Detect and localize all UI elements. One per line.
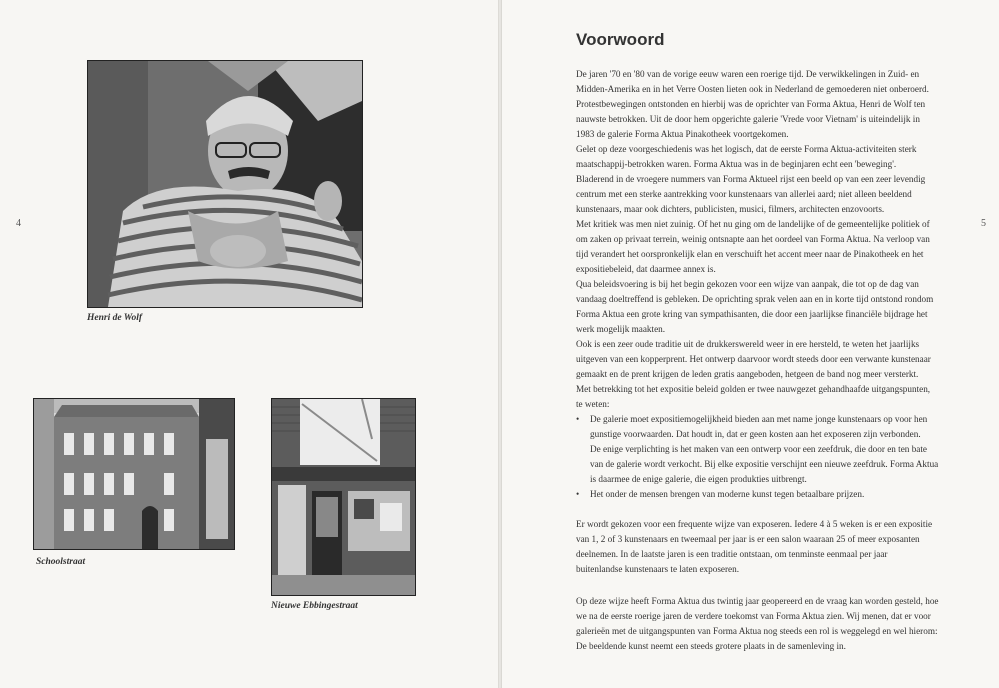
text-line: expositiebeleid, dat daarmee annex is. <box>576 264 716 274</box>
schoolstraat-caption: Schoolstraat <box>36 557 86 567</box>
text-line: gemaakt en de prent krijgen de leden gratis aangeboden, hetgeen de band nog meer versterkt. <box>576 369 919 379</box>
text-line: vandaag doeltreffend is gebleken. De oprichting sprak velen aan en in korte tijd ontstond rondom <box>576 294 934 304</box>
ebbingestraat-caption: Nieuwe Ebbingestraat <box>271 601 358 611</box>
text-line: • De galerie moet expositiemogelijkheid bieden aan met name jonge kunstenaars op voor hen <box>590 414 928 424</box>
text-line: Gelet op deze voorgeschiedenis was het logisch, dat de eerste Forma Aktua-activiteiten sterk <box>576 144 917 154</box>
text-line: we na de eerste roerige jaren de verdere toekomst van Forma Aktua zien. Wij menen, dat er voor <box>576 611 931 621</box>
text-line: om zaken op privaat terrein, weinig ontsnapte aan het oordeel van Forma Aktua. Na verloop van <box>576 234 930 244</box>
bullet-item <box>576 412 948 487</box>
text-line: Qua beleidsvoering is bij het begin gekozen voor een wijze van aanpak, die tot op de dag van <box>576 279 919 289</box>
text-line: Forma Aktua een grote kring van sympathisanten, die door een jaarlijkse financiële bijdrage het <box>576 309 928 319</box>
text-line: Midden-Amerika en in het Verre Oosten lieten ook in Nederland de gemoederen niet onberoerd. <box>576 84 929 94</box>
text-line: 1983 de galerie Forma Aktua Pinakotheek voortgekomen. <box>576 129 789 139</box>
text-line: De jaren '70 en '80 van de vorige eeuw waren een roerige tijd. De verwikkelingen in Zuid- en <box>576 69 920 79</box>
text-line: nauwste betrokken. Uit de door hem opgerichte galerie 'Vrede voor Vietnam' is uiteindelijk in <box>576 114 920 124</box>
text-line: De beeldende kunst neemt een steeds grotere plaats in de samenleving in. <box>576 641 846 651</box>
page-number-left: 4 <box>16 218 21 229</box>
text-line: Er wordt gekozen voor een frequente wijze van exposeren. Iedere 4 à 5 weken is er een expositie <box>576 519 933 529</box>
text-line: • Het onder de mensen brengen van moderne kunst tegen betaalbare prijzen. <box>590 489 865 499</box>
text-line: Met kritiek was men niet zuinig. Of het nu ging om de landelijke of de gemeentelijke politiek of <box>576 219 930 229</box>
text-line: centrum met een sterke aantrekking voor kunstenaars van allerlei aard; niet alleen beeldend <box>576 189 912 199</box>
text-line: werk mogelijk maakten. <box>576 324 666 334</box>
ebbingestraat-photo <box>271 398 416 596</box>
text-line: Bladerend in de vroegere nummers van Forma Aktueel rijst een beeld op van een zeer levendig <box>576 174 926 184</box>
paragraph-three <box>576 594 948 654</box>
intro-text <box>576 67 948 502</box>
text-line: uitgeven van een kopperprent. Het ontwerp daarvoor wordt steeds door een verwante kunstenaar <box>576 354 931 364</box>
text-line: buitenlandse kunstenaars te laten exposeren. <box>576 564 740 574</box>
text-line: gunstige voorwaarden. Dat houdt in, dat er geen kosten aan het exposeren zijn verbonden. <box>590 429 921 439</box>
bullet-list <box>576 412 948 502</box>
portrait-photo <box>87 60 363 308</box>
paragraph-two <box>576 517 948 577</box>
page-heading: Voorwoord <box>576 30 665 49</box>
text-line: van 1, 2 of 3 kunstenaars en tweemaal per jaar is er een salon waaraan 25 of meer exposanten <box>576 534 920 544</box>
text-line: deelnemen. In de laatste jaren is een traditie ontstaan, om tenminste eenmaal per jaar <box>576 549 888 559</box>
schoolstraat-photo <box>33 398 235 550</box>
text-line: kunstenaars, maar ook dichters, publicisten, musici, filmers, architecten enzovoorts. <box>576 204 885 214</box>
text-line: van de galerie wordt verkocht. Bij elke expositie verschijnt een nieuwe zeefdruk. Forma Aktua <box>590 459 939 469</box>
text-line: is daarmee de enige galerie, die eigen produkties uitbrengt. <box>590 474 807 484</box>
text-line: Met betrekking tot het expositie beleid golden er twee nauwgezet gehandhaafde uitgangspunten, <box>576 384 931 394</box>
text-line: maatschappij-betrokken waren. Forma Aktua was in de beginjaren echt een 'beweging'. <box>576 159 897 169</box>
text-line: te weten: <box>576 399 610 409</box>
text-line: galerieën met de uitgangspunten van Forma Aktua nog steeds een rol is weggelegd en wel hierom: <box>576 626 938 636</box>
text-line: Op deze wijze heeft Forma Aktua dus twintig jaar geopereerd en de vraag kan worden gesteld, hoe <box>576 596 939 606</box>
page-number-right: 5 <box>981 218 986 229</box>
bullet-item <box>576 487 948 502</box>
text-line: Ook is een zeer oude traditie uit de drukkerswereld weer in ere hersteld, te weten het jaarlijks <box>576 339 920 349</box>
text-line: De enige verplichting is het maken van een ontwerp voor een zeefdruk, die door en ten bate <box>590 444 927 454</box>
text-line: tijd verandert het oorspronkelijk elan en verschuift het accent meer naar de Pinakotheek en het <box>576 249 924 259</box>
text-line: Protestbewegingen ontstonden en hierbij was de oprichter van Forma Aktua, Henri de Wolf ten <box>576 99 926 109</box>
left-page <box>0 0 498 688</box>
portrait-caption: Henri de Wolf <box>87 313 143 323</box>
